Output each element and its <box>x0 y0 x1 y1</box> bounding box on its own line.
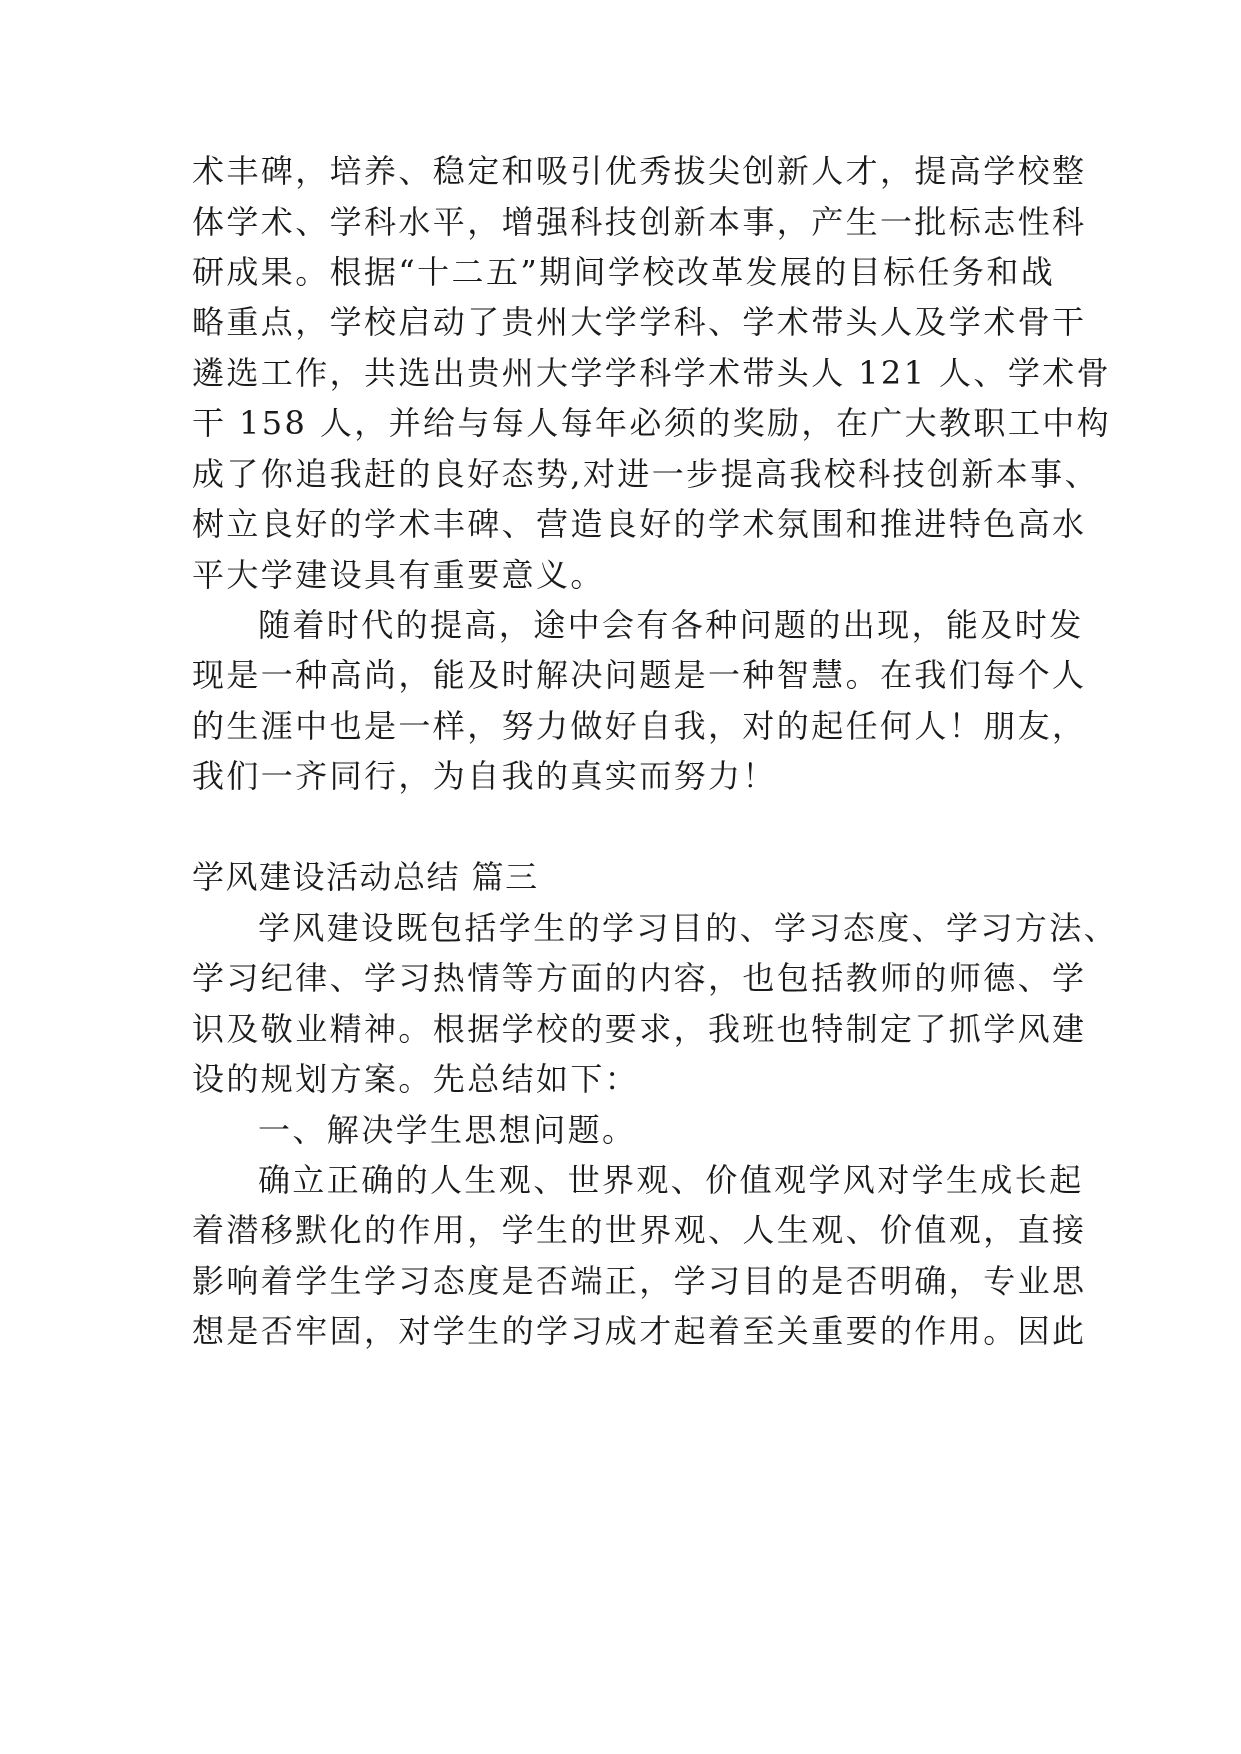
subheading: 一、解决学生思想问题。 <box>258 1111 637 1149</box>
body-line: 学习纪律、学习热情等方面的内容，也包括教师的师德、学 <box>192 959 1087 997</box>
body-line: 成了你追我赶的良好态势,对进一步提高我校科技创新本事、 <box>192 455 1099 493</box>
body-line: 体学术、学科水平，增强科技创新本事，产生一批标志性科 <box>192 203 1087 241</box>
body-line: 影响着学生学习态度是否端正，学习目的是否明确，专业思 <box>192 1262 1087 1300</box>
body-line: 略重点，学校启动了贵州大学学科、学术带头人及学术骨干 <box>192 303 1087 341</box>
body-line: 研成果。根据“十二五”期间学校改革发展的目标任务和战 <box>192 253 1056 291</box>
body-line: 识及敬业精神。根据学校的要求，我班也特制定了抓学风建 <box>192 1010 1087 1048</box>
body-line: 遴选工作，共选出贵州大学学科学术带头人 121 人、学术骨 <box>192 354 1112 392</box>
body-line: 干 158 人，并给与每人每年必须的奖励，在广大教职工中构 <box>192 404 1112 442</box>
body-line: 的生涯中也是一样，努力做好自我，对的起任何人！朋友， <box>192 707 1087 745</box>
body-line: 我们一齐同行，为自我的真实而努力！ <box>192 757 777 795</box>
body-line: 术丰碑，培养、稳定和吸引优秀拔尖创新人才，提高学校整 <box>192 152 1087 190</box>
body-line: 随着时代的提高，途中会有各种问题的出现，能及时发 <box>258 606 1084 644</box>
section-heading: 学风建设活动总结 篇三 <box>192 858 539 896</box>
body-line: 树立良好的学术丰碑、营造良好的学术氛围和推进特色高水 <box>192 505 1087 543</box>
body-line: 现是一种高尚，能及时解决问题是一种智慧。在我们每个人 <box>192 656 1087 694</box>
body-line: 设的规划方案。先总结如下： <box>192 1060 640 1098</box>
body-line: 着潜移默化的作用，学生的世界观、人生观、价值观，直接 <box>192 1211 1087 1249</box>
body-line: 确立正确的人生观、世界观、价值观学风对学生成长起 <box>258 1161 1084 1199</box>
body-line: 学风建设既包括学生的学习目的、学习态度、学习方法、 <box>258 909 1119 947</box>
body-line: 想是否牢固，对学生的学习成才起着至关重要的作用。因此 <box>192 1312 1087 1350</box>
body-line: 平大学建设具有重要意义。 <box>192 556 605 594</box>
